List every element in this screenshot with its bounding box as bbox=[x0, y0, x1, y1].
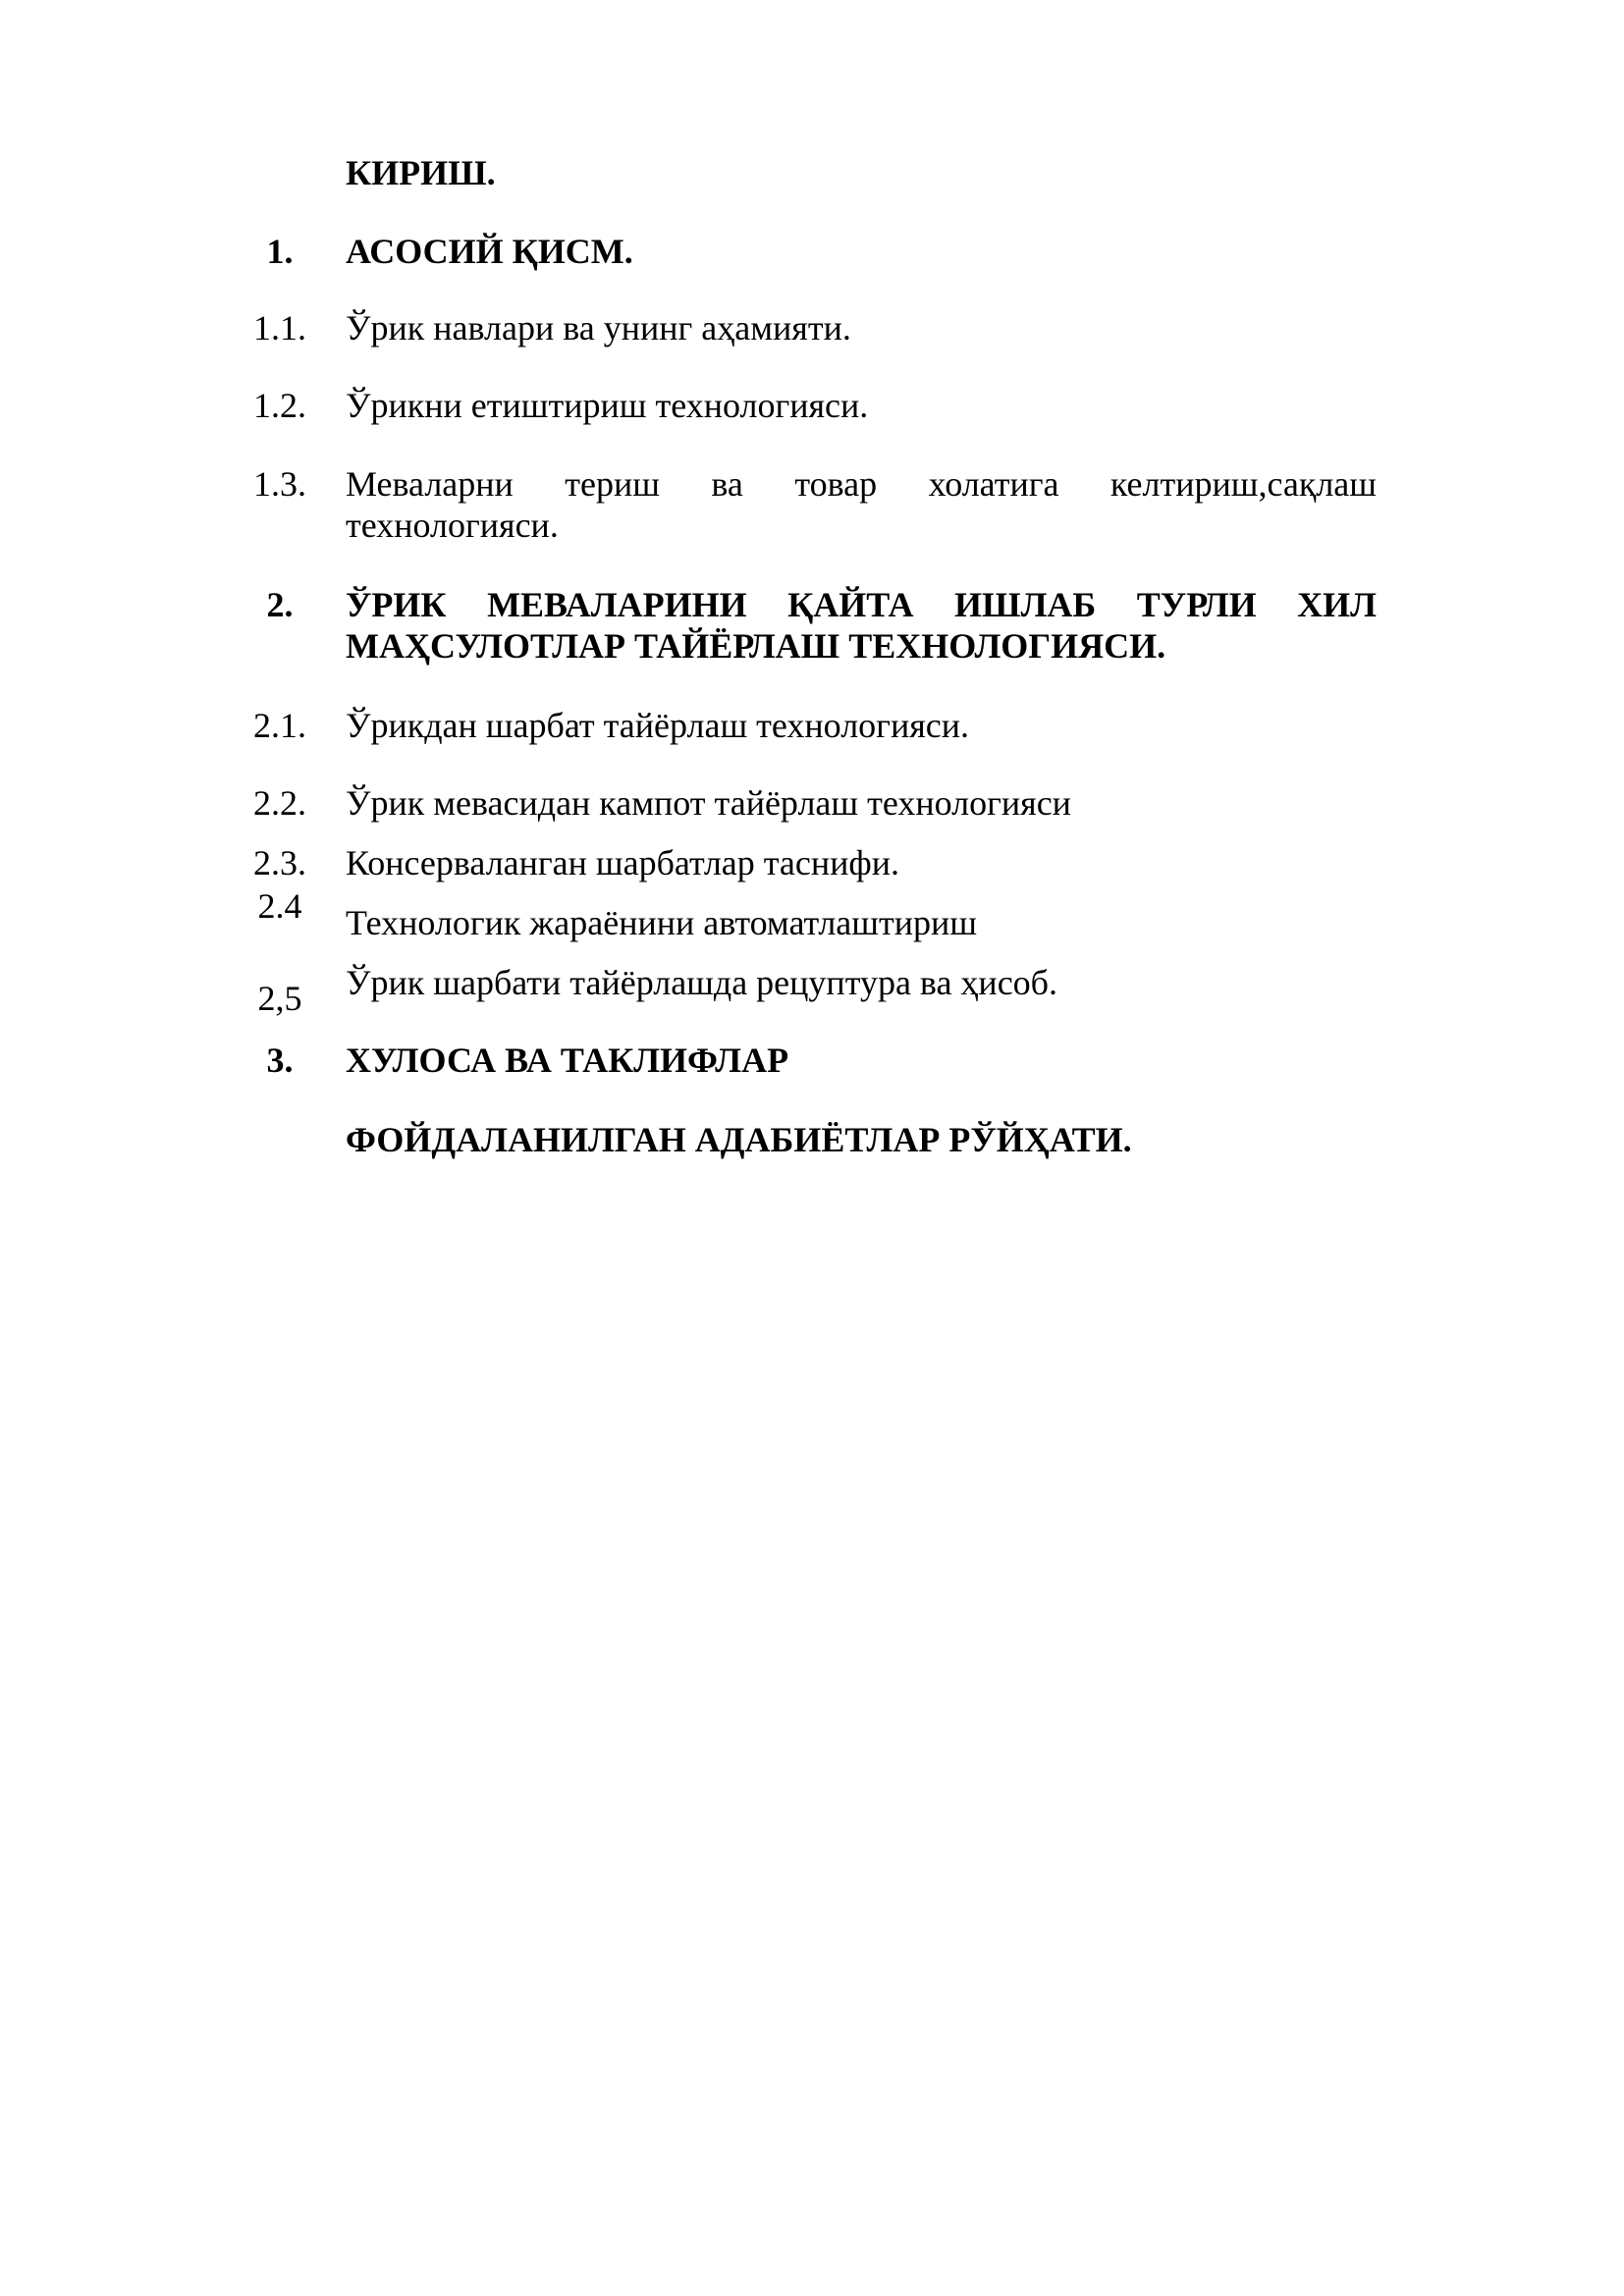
item-2-4-number: 2.4 bbox=[257, 886, 302, 926]
item-2-2-number: 2.2. bbox=[253, 783, 306, 823]
part-2-number: 2. bbox=[266, 585, 294, 624]
intro-heading: КИРИШ. bbox=[346, 153, 496, 192]
item-2-2-text: Ўрик мевасидан кампот тайёрлаш технологияси bbox=[346, 783, 1071, 823]
item-1-2-number: 1.2. bbox=[253, 386, 306, 425]
item-1-3-number: 1.3. bbox=[253, 464, 306, 504]
item-1-1-text: Ўрик навлари ва унинг аҳамияти. bbox=[346, 308, 851, 347]
part-1-number: 1. bbox=[266, 232, 294, 271]
item-1-1-number: 1.1. bbox=[253, 308, 306, 347]
item-2-5-text: Ўрик шарбати тайёрлашда рецуптура ва ҳисоб. bbox=[346, 963, 1057, 1002]
part-1-title: АСОСИЙ ҚИСМ. bbox=[346, 232, 633, 271]
part-3-title: ХУЛОСА ВА ТАКЛИФЛАР bbox=[346, 1041, 789, 1080]
item-2-4-text: Технологик жараёнини автоматлаштириш bbox=[346, 903, 977, 942]
item-1-3-text: Меваларни териш ва товар холатига келтириш,сақлаш технологияси. bbox=[346, 464, 1377, 545]
item-2-5-number: 2,5 bbox=[257, 979, 302, 1018]
item-2-1-text: Ўрикдан шарбат тайёрлаш технологияси. bbox=[346, 706, 970, 745]
item-2-1-number: 2.1. bbox=[253, 706, 306, 745]
references-heading: ФОЙДАЛАНИЛГАН АДАБИЁТЛАР РЎЙҲАТИ. bbox=[346, 1120, 1132, 1159]
item-2-3-number: 2.3. bbox=[253, 843, 306, 882]
part-3-number: 3. bbox=[266, 1041, 294, 1080]
item-2-3-text: Консерваланган шарбатлар таснифи. bbox=[346, 843, 900, 882]
item-1-2-text: Ўрикни етиштириш технологияси. bbox=[346, 386, 869, 425]
part-2-title: ЎРИК МЕВАЛАРИНИ ҚАЙТА ИШЛАБ ТУРЛИ ХИЛ МАҲСУЛОТЛАР ТАЙЁРЛАШ ТЕХНОЛОГИЯСИ. bbox=[346, 585, 1377, 666]
